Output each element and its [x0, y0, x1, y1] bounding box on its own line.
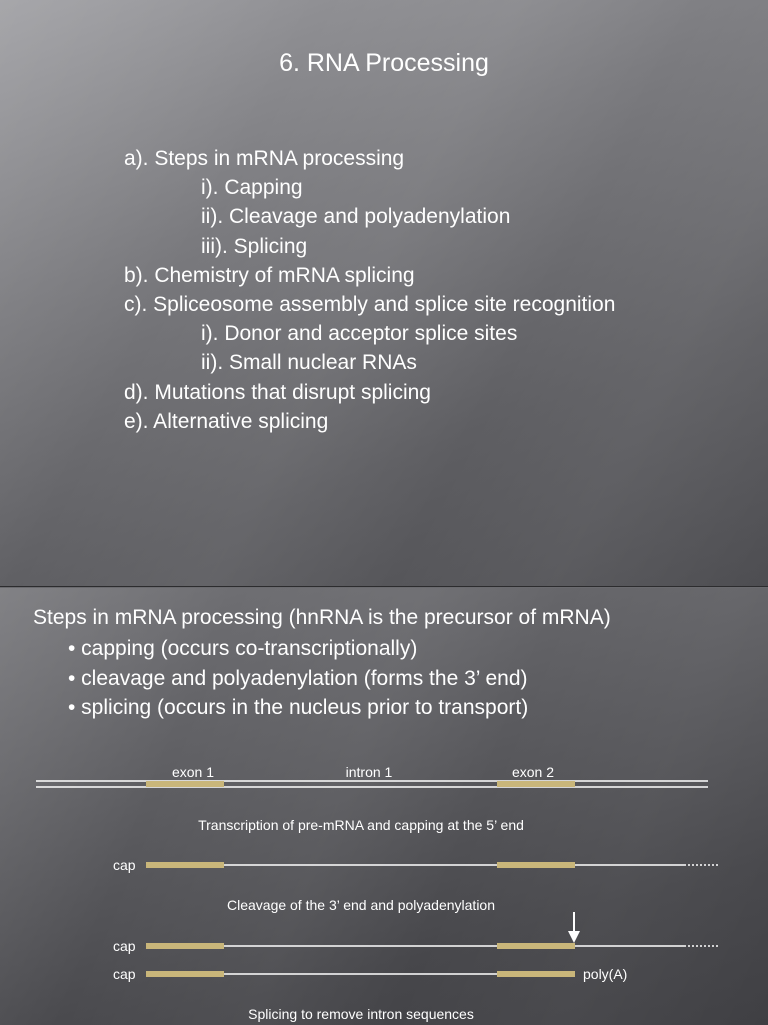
- polya-exon1-block: [146, 971, 224, 977]
- polya-label: poly(A): [583, 966, 628, 982]
- exon1-label: exon 1: [171, 764, 215, 780]
- bullet-item: • cleavage and polyadenylation (forms the 3’ end): [68, 666, 528, 690]
- cap-label: cap: [113, 938, 136, 954]
- polya-exon2-block: [497, 971, 575, 977]
- outline-subitem: ii). Cleavage and polyadenylation: [201, 205, 511, 229]
- cap-label: cap: [113, 857, 136, 873]
- cap-label: cap: [113, 966, 136, 982]
- outline-subitem: ii). Small nuclear RNAs: [201, 351, 417, 375]
- exon2-label: exon 2: [511, 764, 555, 780]
- cleavage-exon1-block: [146, 943, 224, 949]
- outline-subitem: i). Capping: [201, 176, 303, 200]
- outline-item: d). Mutations that disrupt splicing: [124, 380, 431, 404]
- cleavage-arrow-icon: [568, 931, 580, 943]
- dna-exon2-block: [497, 781, 575, 787]
- outline-item: a). Steps in mRNA processing: [124, 147, 405, 170]
- outline-item: b). Chemistry of mRNA splicing: [124, 263, 415, 287]
- slide-heading: Steps in mRNA processing (hnRNA is the precursor of mRNA): [33, 606, 611, 629]
- pre-mrna-exon2-block: [497, 862, 575, 868]
- bullet-item: • splicing (occurs in the nucleus prior to transport): [68, 696, 529, 719]
- bullet-item: • capping (occurs co-transcriptionally): [68, 637, 418, 660]
- pre-mrna-exon1-block: [146, 862, 224, 868]
- mrna-processing-diagram: [0, 588, 768, 1025]
- outline-list: [124, 144, 615, 436]
- outline-item: c). Spliceosome assembly and splice site recognition: [124, 293, 616, 317]
- outline-subitem: iii). Splicing: [201, 234, 308, 258]
- intron1-label: intron 1: [345, 764, 393, 780]
- slide-title: 6. RNA Processing: [279, 49, 489, 77]
- step2-caption: Cleavage of the 3’ end and polyadenylation: [226, 897, 496, 913]
- slide-mrna-processing-steps: [0, 587, 768, 1025]
- step3-caption: Splicing to remove intron sequences: [248, 1006, 474, 1022]
- dna-exon1-block: [146, 781, 224, 787]
- outline-item: e). Alternative splicing: [124, 409, 329, 433]
- step1-caption: Transcription of pre-mRNA and capping at the 5’ end: [198, 817, 524, 833]
- outline-subitem: i). Donor and acceptor splice sites: [201, 322, 518, 346]
- cleavage-exon2-block: [497, 943, 575, 949]
